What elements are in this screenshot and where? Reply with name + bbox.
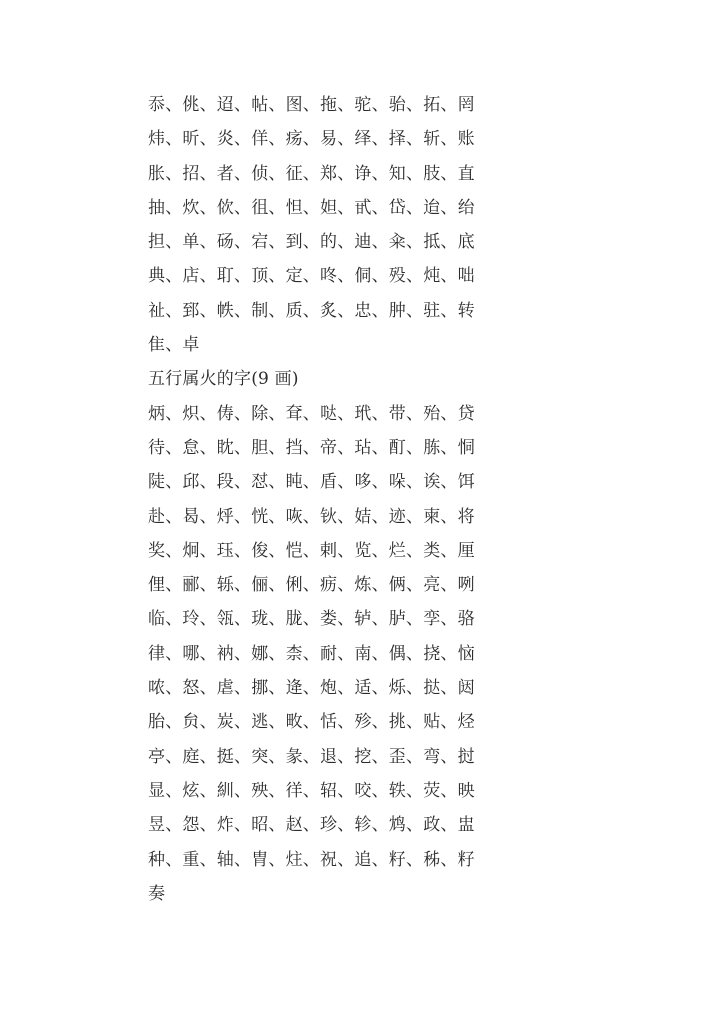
text-line: 俚、郦、轹、俪、俐、疬、炼、俩、亮、咧 [148,575,475,596]
text-line: 隹、卓 [148,335,200,356]
text-line: 陡、邱、段、怼、盹、盾、哆、哚、诶、饵 [148,472,475,493]
text-line: 赴、曷、烀、恍、咴、钬、姞、迹、柬、将 [148,506,475,527]
text-line: 炜、昕、炎、佯、疡、易、绎、择、斩、账 [148,129,475,150]
text-body [148,88,548,911]
text-line: 昱、怨、炸、昭、赵、珍、轸、鸩、政、盅 [148,815,475,836]
text-line: 奖、炯、珏、俊、恺、剌、览、烂、类、厘 [148,540,475,561]
text-line: 律、哪、衲、娜、柰、耐、南、偶、挠、恼 [148,643,475,664]
text-line: 待、怠、眈、胆、挡、帝、玷、酊、胨、恫 [148,437,475,458]
text-line: 祉、郅、帙、制、质、炙、忠、肿、驻、转 [148,300,475,321]
text-line: 炳、炽、俦、除、耷、哒、玳、带、殆、贷 [148,403,475,424]
text-line: 胎、贠、炭、逃、畋、恬、殄、挑、贴、烃 [148,712,475,733]
text-line: 忝、佻、迢、帖、图、拖、驼、骀、拓、罔 [148,95,475,115]
text-line: 亭、庭、挺、突、彖、退、挖、歪、弯、挝 [148,746,475,767]
text-line: 种、重、轴、胄、炷、祝、追、籽、秭、籽 [148,849,475,870]
text-line: 担、单、砀、宕、到、的、迪、籴、抵、底 [148,232,475,253]
text-line: 奏 [148,883,166,904]
section-heading: 五行属火的字(9 画) [148,369,299,390]
text-line: 典、店、耵、顶、定、咚、侗、殁、炖、咄 [148,266,475,287]
text-line: 临、玲、瓴、珑、胧、娄、轳、胪、孪、骆 [148,609,475,630]
text-line: 哝、怒、虐、挪、逄、炮、适、烁、挞、闼 [148,678,475,699]
text-line: 胀、招、者、侦、征、郑、诤、知、肢、直 [148,163,475,184]
text-line: 抽、炊、佽、徂、怛、妲、甙、岱、迨、绐 [148,197,475,218]
text-line: 显、炫、紃、殃、徉、轺、咬、轶、荧、映 [148,780,475,801]
